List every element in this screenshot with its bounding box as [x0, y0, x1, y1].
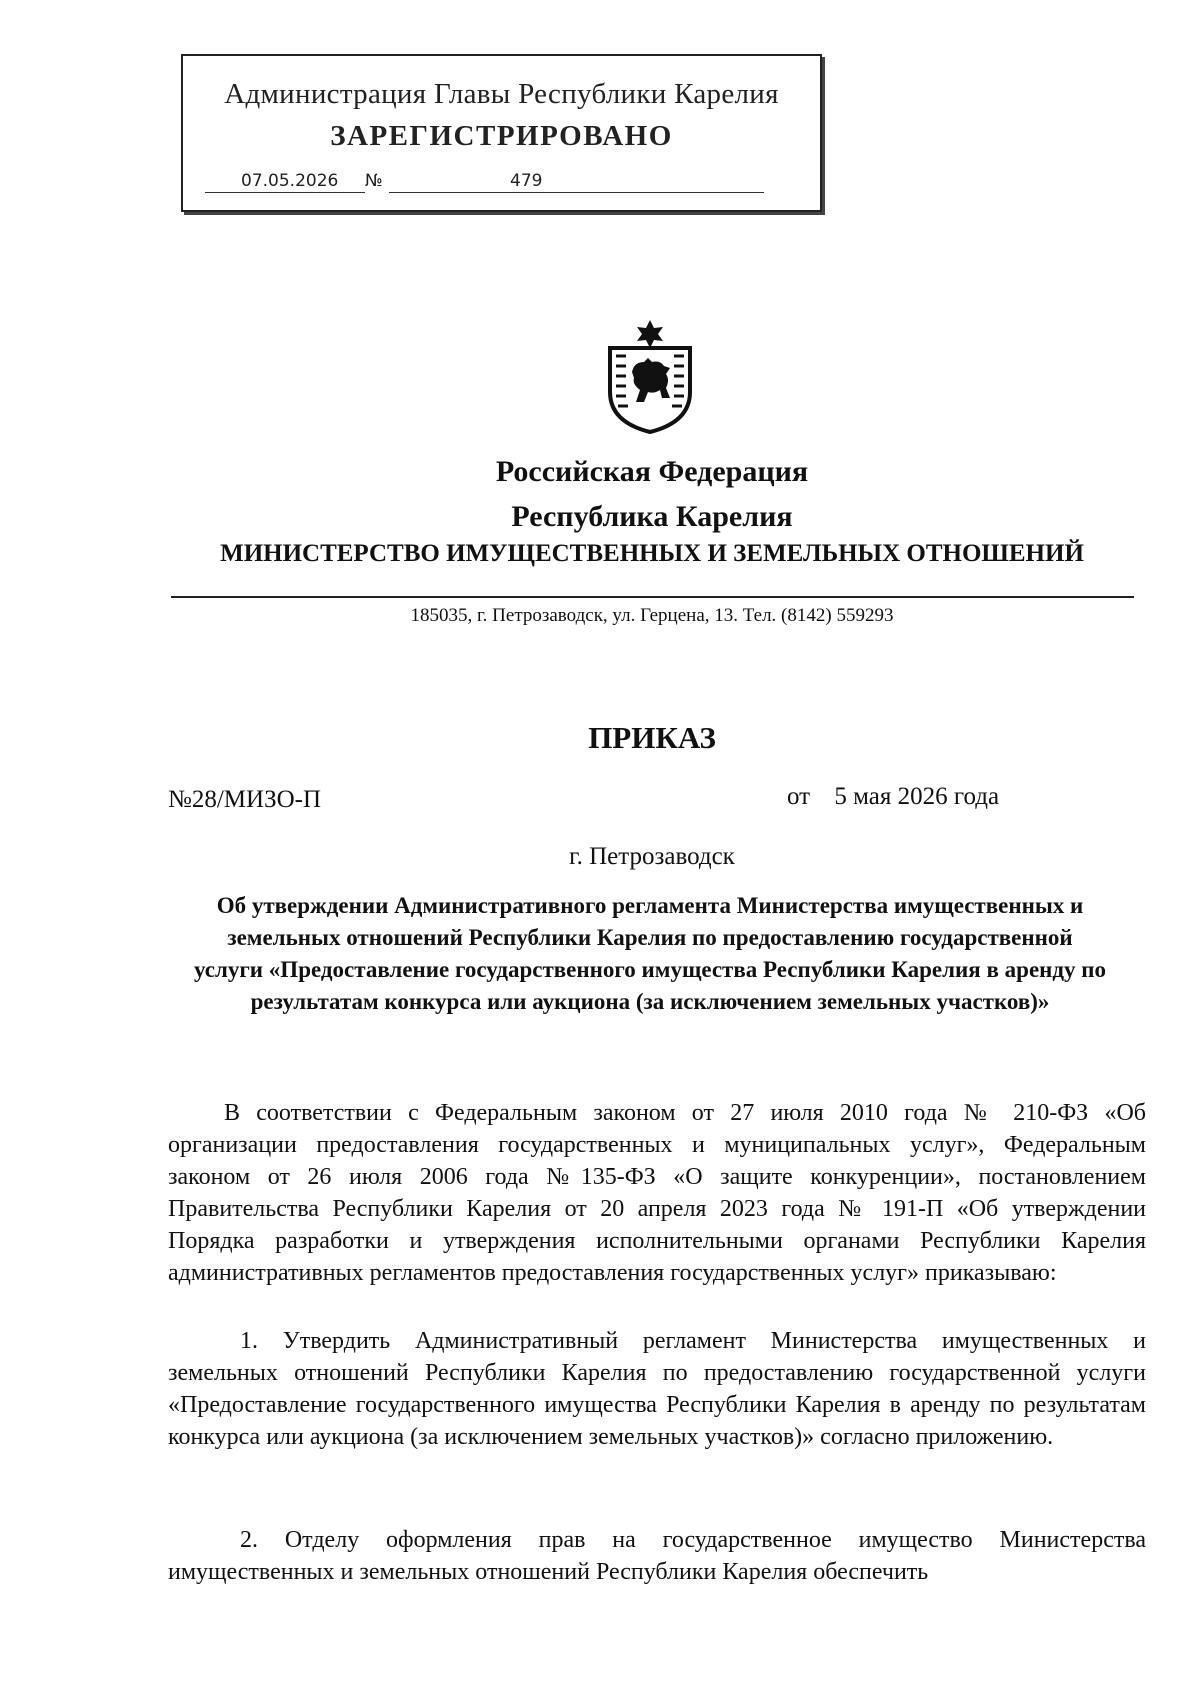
stamp-registration-row — [205, 171, 810, 199]
stamp-number: 479 — [510, 171, 543, 191]
stamp-number-label: № — [365, 171, 383, 191]
paragraph-item-1: 1. Утвердить Административный регламент Министерства имущественных и земельных отношений Республики Карелия по предоставлению государственной услуги «Предоставление государственного имущества Республики Карелия в аренду по результатам конкурса или аукциона (за исключением земельных участков)» согласно приложению. — [168, 1328, 1146, 1450]
header-divider — [171, 596, 1134, 598]
karelia-coat-of-arms-icon — [604, 318, 696, 434]
order-subject: Об утверждении Административного регламента Министерства имущественных и земельных отношений Республики Карелия по предоставлению государственной услуги «Предоставление государственного имущества Республики Карелия в аренду по результатам конкурса или аукциона (за исключением земельных участков)» — [193, 893, 1107, 1014]
stamp-date: 07.05.2026 — [241, 171, 339, 191]
ministry-address: 185035, г. Петрозаводск, ул. Герцена, 13. Тел. (8142) 559293 — [410, 605, 894, 626]
paragraph-preamble: В соответствии с Федеральным законом от 27 июля 2010 года № 210-ФЗ «Об организации предоставления государственных и муниципальных услуг», Федеральным законом от 26 июля 2006 года №135-ФЗ «О защите конкуренции», постановлением Правительства Республики Карелия от 20 апреля 2023 года № 191-П «Об утверждении Порядка разработки и утверждения исполнительными органами Республики Карелия административных регламентов предоставления государственных услуг» приказываю: — [168, 1100, 1146, 1286]
order-number: №28/МИЗО-П — [168, 786, 322, 813]
region-heading: Республика Карелия — [511, 500, 793, 533]
country-heading: Российская Федерация — [495, 455, 809, 488]
registration-stamp — [181, 54, 822, 212]
paragraph-item-2: 2. Отделу оформления прав на государственное имущество Министерства имущественных и земельных отношений Республики Карелия обеспечить — [168, 1527, 1146, 1585]
order-date — [787, 783, 999, 811]
order-city: г. Петрозаводск — [569, 843, 735, 870]
document-title: ПРИКАЗ — [588, 720, 716, 755]
stamp-organization: Администрация Главы Республики Карелия — [224, 78, 779, 110]
order-date-value: 5 мая 2026 года — [834, 783, 1000, 810]
ministry-heading: МИНИСТЕРСТВО ИМУЩЕСТВЕННЫХ И ЗЕМЕЛЬНЫХ ОТНОШЕНИЙ — [220, 540, 1084, 567]
stamp-number-underline — [389, 170, 764, 193]
stamp-registered-label: ЗАРЕГИСТРИРОВАНО — [330, 120, 673, 152]
order-date-prefix: от — [787, 783, 811, 810]
